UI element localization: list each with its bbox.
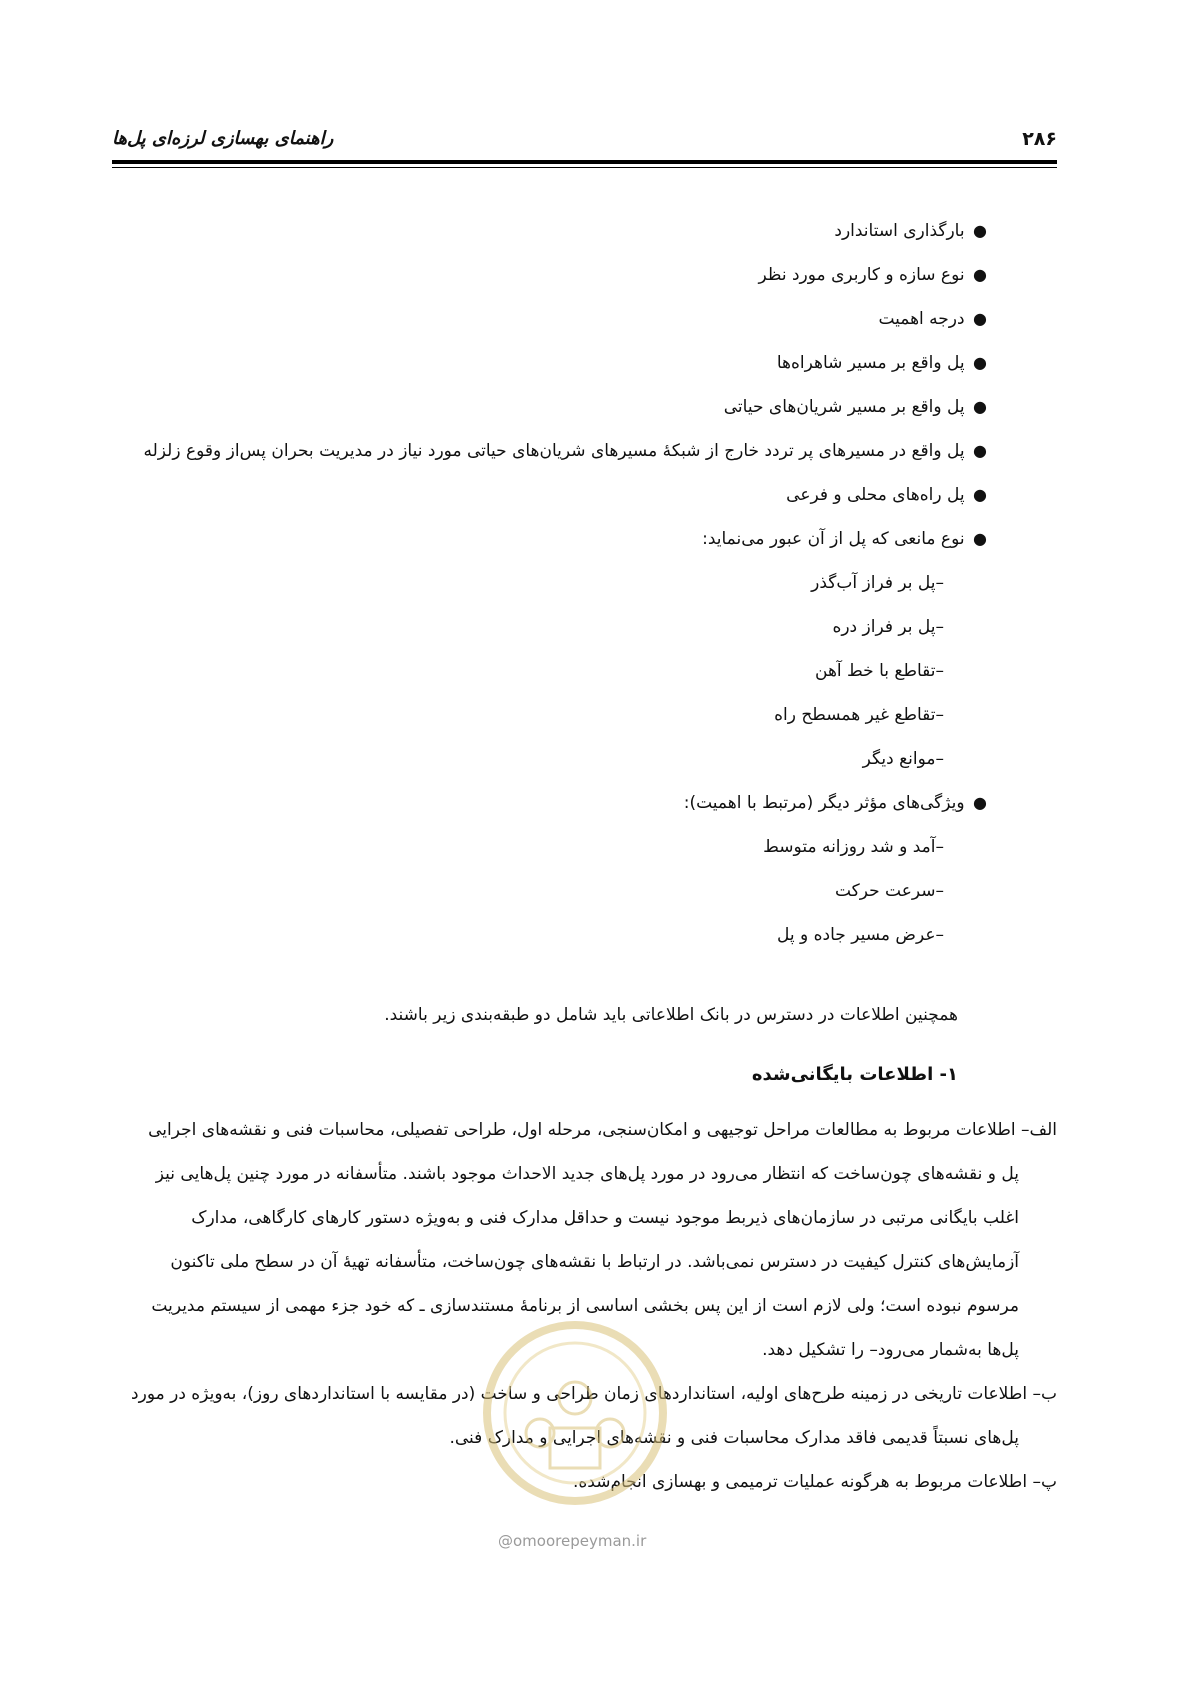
bullet-item — [120, 303, 990, 347]
bullet-item — [120, 347, 990, 391]
item-line: پل و نقشه‌های چون‌ساخت که انتظار می‌رود در مورد پل‌های جدید الاحداث موجود باشند. متأسفانه در مورد چنین پل‌هایی نیز — [155, 1164, 1019, 1184]
item-line: آزمایش‌های کنترل کیفیت در دسترس نمی‌باشد. در ارتباط با نقشه‌های چون‌ساخت، متأسفانه تهیهٔ آن در سطح ملی تاکنون — [170, 1252, 1019, 1272]
bullet-item — [120, 435, 990, 479]
bullet-text: –موانع دیگر — [862, 749, 944, 769]
bullet-dot-icon: ● — [973, 441, 987, 460]
bullet-dot-icon: ● — [973, 529, 987, 548]
bullet-text: درجه اهمیت — [878, 309, 965, 329]
bullet-text: نوع مانعی که پل از آن عبور می‌نماید: — [702, 529, 965, 549]
bullet-text: –پل بر فراز آب‌گذر — [811, 573, 944, 593]
header-rule-thin — [112, 167, 1057, 168]
running-title: راهنمای بهسازی لرزه‌ای پل‌ها — [112, 128, 334, 149]
bullet-item — [120, 787, 990, 831]
bullet-text: پل واقع بر مسیر شریان‌های حیاتی — [723, 397, 965, 417]
item-line: ب– اطلاعات تاریخی در زمینه طرح‌های اولیه، استانداردهای زمان طراحی و ساخت (در مقایسه با استانداردهای روز)، به‌ویژه در مورد — [131, 1384, 1057, 1404]
bullet-dot-icon: ● — [973, 309, 987, 328]
watermark-text: @omoorepeyman.ir — [498, 1532, 647, 1550]
bullet-dot-icon: ● — [973, 353, 987, 372]
bullet-dot-icon: ● — [973, 265, 987, 284]
item-line: پل‌های نسبتاً قدیمی فاقد مدارک محاسبات فنی و نقشه‌های اجرایی و مدارک فنی. — [449, 1428, 1019, 1448]
sub-list-item — [120, 655, 990, 699]
bullet-item — [120, 215, 990, 259]
page-number: ۲۸۶ — [1022, 128, 1057, 150]
item-marker: ب– — [1032, 1384, 1057, 1404]
bullet-text: –آمد و شد روزانه متوسط — [763, 837, 944, 857]
bullet-item — [120, 479, 990, 523]
sub-list-item — [120, 919, 990, 963]
bullet-text: پل واقع در مسیرهای پر تردد خارج از شبکهٔ مسیرهای شریان‌های حیاتی مورد نیاز در مدیریت بحران پس‌از وقوع زلزله — [143, 441, 965, 461]
item-line: پ– اطلاعات مربوط به هرگونه عملیات ترمیمی و بهسازی انجام‌شده. — [572, 1472, 1057, 1492]
bullet-text: –تقاطع غیر همسطح راه — [774, 705, 944, 725]
bullet-item — [120, 391, 990, 435]
item-marker: الف– — [1020, 1120, 1057, 1140]
item-marker: پ– — [1032, 1472, 1057, 1492]
bullet-text: –سرعت حرکت — [834, 881, 944, 901]
bullet-text: ویژگی‌های مؤثر دیگر (مرتبط با اهمیت): — [683, 793, 965, 813]
sub-list-item — [120, 567, 990, 611]
item-line: پل‌ها به‌شمار می‌رود– را تشکیل دهد. — [762, 1340, 1019, 1360]
sub-list-item — [120, 875, 990, 919]
criteria-list — [120, 215, 990, 963]
bullet-text: –عرض مسیر جاده و پل — [777, 925, 944, 945]
bullet-text: نوع سازه و کاربری مورد نظر — [758, 265, 965, 285]
item-line: اغلب بایگانی مرتبی در سازمان‌های ذیربط موجود نیست و حداقل مدارک فنی و به‌ویژه دستور کارهای کارگاهی، مدارک — [191, 1208, 1019, 1228]
bullet-text: بارگذاری استاندارد — [834, 221, 965, 241]
bullet-dot-icon: ● — [973, 793, 987, 812]
sub-list-item — [120, 743, 990, 787]
bullet-item — [120, 259, 990, 303]
bullet-text: پل راه‌های محلی و فرعی — [786, 485, 965, 505]
section-title: ۱- اطلاعات بایگانی‌شده — [751, 1064, 958, 1085]
sub-list-item — [120, 611, 990, 655]
sub-list-item — [120, 831, 990, 875]
sub-list-item — [120, 699, 990, 743]
bullet-text: –تقاطع با خط آهن — [815, 661, 944, 681]
item-line: مرسوم نبوده است؛ ولی لازم است از این پس بخشی اساسی از برنامهٔ مستندسازی ـ که خود جزء مهمی از سیستم مدیریت — [151, 1296, 1019, 1316]
item-line: الف– اطلاعات مربوط به مطالعات مراحل توجیهی و امکان‌سنجی، مرحله اول، طراحی تفصیلی، محاسبات فنی و نقشه‌های اجرایی — [148, 1120, 1057, 1140]
bullet-dot-icon: ● — [973, 397, 987, 416]
watermark-logo — [480, 1318, 670, 1508]
bullet-dot-icon: ● — [973, 221, 987, 240]
header-rule-thick — [112, 160, 1057, 164]
bullet-text: پل واقع بر مسیر شاهراه‌ها — [776, 353, 965, 373]
bullet-text: –پل بر فراز دره — [832, 617, 944, 637]
bullet-dot-icon: ● — [973, 485, 987, 504]
intro-paragraph: همچنین اطلاعات در دسترس در بانک اطلاعاتی باید شامل دو طبقه‌بندی زیر باشند. — [384, 1005, 958, 1025]
bullet-item — [120, 523, 990, 567]
